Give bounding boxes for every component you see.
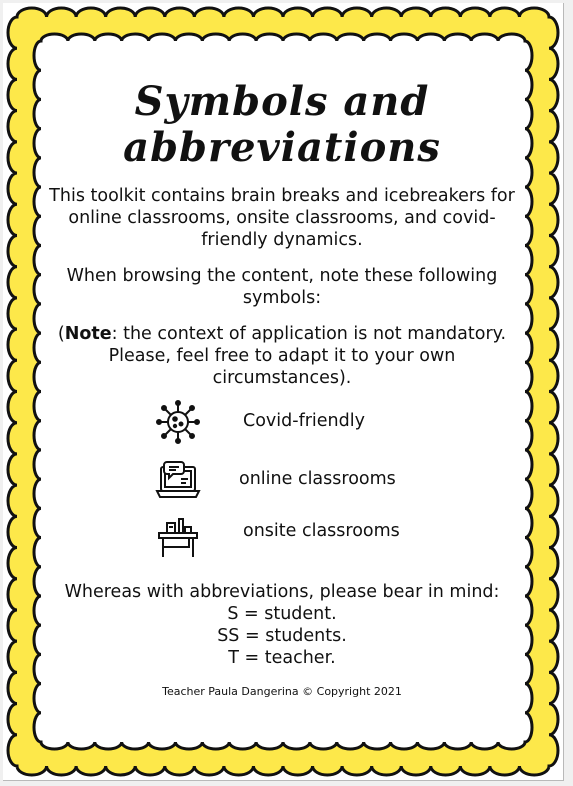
note-open: ( (57, 324, 65, 344)
desk-icon (155, 515, 201, 561)
legend-label-online: online classrooms (239, 469, 396, 489)
legend-item-covid (37, 399, 527, 455)
copyright-footer: Teacher Paula Dangerina © Copyright 2021 (162, 685, 402, 698)
note-paragraph (37, 323, 527, 389)
content-area (37, 61, 527, 751)
page-title (37, 79, 527, 171)
legend-item-onsite (37, 515, 527, 571)
document-page (3, 3, 564, 781)
abbreviations-list (37, 603, 527, 669)
intro-paragraph: This toolkit contains brain breaks and icebreakers for online classrooms, onsite classrooms, and covid-friendly dynamics. (49, 186, 515, 250)
legend-label-covid: Covid-friendly (243, 411, 365, 431)
abbreviations-intro: Whereas with abbreviations, please bear in mind: (64, 582, 500, 602)
abbreviation-item: SS = students. (217, 626, 347, 646)
symbol-legend (37, 399, 527, 571)
title-line-2: abbreviations (123, 124, 441, 171)
abbreviation-item: S = student. (227, 604, 337, 624)
legend-label-onsite: onsite classrooms (243, 521, 400, 541)
title-line-1: Symbols and (134, 78, 430, 125)
browse-paragraph: When browsing the content, note these following symbols: (66, 266, 498, 308)
note-label: Note (64, 324, 112, 344)
virus-icon (155, 399, 201, 445)
abbreviation-item: T = teacher. (228, 648, 336, 668)
laptop-chat-icon (155, 457, 201, 503)
legend-item-online (37, 457, 527, 513)
note-text: : the context of application is not mandatory. Please, feel free to adapt it to your own circumstances). (108, 324, 507, 388)
